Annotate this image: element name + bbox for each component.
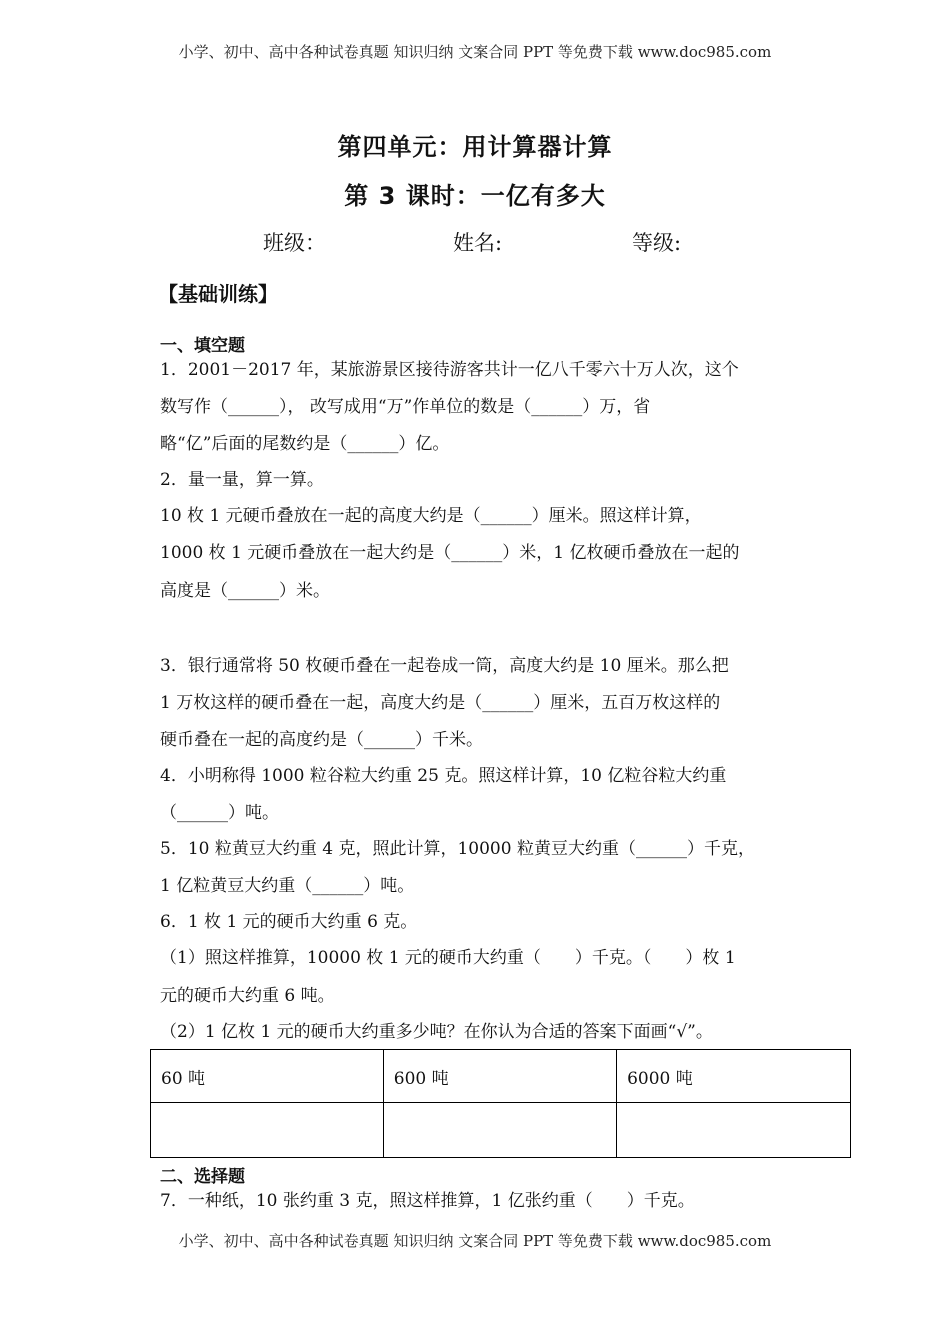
- question-line: 10 枚 1 元硬币叠放在一起的高度大约是（______）厘米。照这样计算，: [160, 506, 702, 526]
- answer-cell-6000[interactable]: [617, 1103, 851, 1158]
- question-7: 7．一种纸，10 张约重 3 克，照这样推算，1 亿张约重（ ）千克。: [160, 1191, 695, 1211]
- question-line: （______）吨。: [160, 803, 279, 823]
- question-line: 元的硬币大约重 6 吨。: [160, 986, 335, 1006]
- option-60-tons: 60 吨: [151, 1050, 384, 1103]
- lesson-title: 第 3 课时：一亿有多大: [344, 182, 606, 210]
- question-line: 略“亿”后面的尾数约是（______）亿。: [160, 434, 450, 454]
- part2-title: 二、选择题: [160, 1167, 245, 1187]
- part1-title: 一、填空题: [160, 336, 245, 356]
- name-label: 姓名:: [453, 231, 503, 255]
- question-line: （2）1 亿枚 1 元的硬币大约重多少吨？在你认为合适的答案下面画“√”。: [160, 1022, 713, 1042]
- question-line: 1 万枚这样的硬币叠在一起，高度大约是（______）厘米，五百万枚这样的: [160, 693, 721, 713]
- answer-cell-600[interactable]: [383, 1103, 616, 1158]
- option-600-tons: 600 吨: [383, 1050, 616, 1103]
- unit-title: 第四单元：用计算器计算: [337, 133, 613, 161]
- question-line: 3．银行通常将 50 枚硬币叠在一起卷成一筒，高度大约是 10 厘米。那么把: [160, 656, 729, 676]
- question-line: 1 亿粒黄豆大约重（______）吨。: [160, 876, 415, 896]
- question-line: 高度是（______）米。: [160, 581, 330, 601]
- option-6000-tons: 6000 吨: [617, 1050, 851, 1103]
- section-basic-training: 【基础训练】: [158, 282, 278, 306]
- question-line: 1000 枚 1 元硬币叠放在一起大约是（______）米，1 亿枚硬币叠放在一起的: [160, 543, 740, 563]
- question-line: （1）照这样推算，10000 枚 1 元的硬币大约重（ ）千克。（ ）枚 1: [160, 948, 736, 968]
- question-line: 硬币叠在一起的高度约是（______）千米。: [160, 730, 483, 750]
- question-line: 5．10 粒黄豆大约重 4 克，照此计算，10000 粒黄豆大约重（______）千克，: [160, 839, 755, 859]
- question-line: 4．小明称得 1000 粒谷粒大约重 25 克。照这样计算，10 亿粒谷粒大约重: [160, 766, 727, 786]
- class-label: 班级：: [263, 231, 326, 255]
- grade-label: 等级:: [632, 231, 682, 255]
- question-line: 数写作（______）， 改写成用“万”作单位的数是（______）万，省: [160, 397, 651, 417]
- question-line: 6．1 枚 1 元的硬币大约重 6 克。: [160, 912, 418, 932]
- page-footer: 小学、初中、高中各种试卷真题 知识归纳 文案合同 PPT 等免费下载 www.doc985.com: [178, 1232, 772, 1250]
- answer-cell-60[interactable]: [151, 1103, 384, 1158]
- question-line: 2．量一量，算一算。: [160, 470, 324, 490]
- answer-options-table: [150, 1049, 851, 1158]
- question-line: 1．2001－2017 年，某旅游景区接待游客共计一亿八千零六十万人次，这个: [160, 360, 739, 380]
- page-header: 小学、初中、高中各种试卷真题 知识归纳 文案合同 PPT 等免费下载 www.doc985.com: [178, 43, 772, 61]
